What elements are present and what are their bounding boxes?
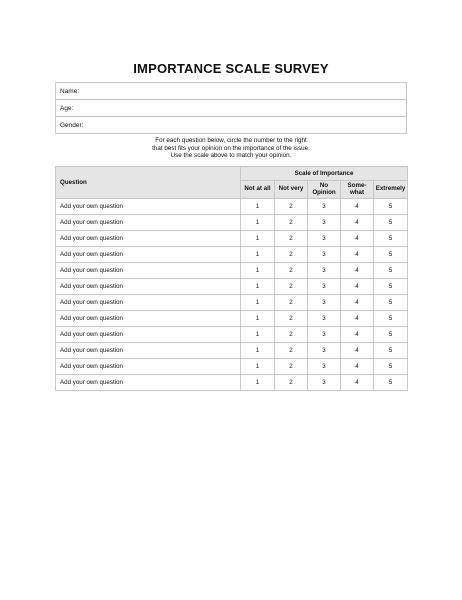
question-text: Add your own question: [56, 263, 241, 279]
question-text: Add your own question: [56, 311, 241, 327]
scale-category-header: [241, 181, 275, 199]
info-row: [56, 117, 407, 134]
scale-option[interactable]: 5: [374, 231, 408, 247]
question-text: Add your own question: [56, 215, 241, 231]
question-row: [56, 343, 408, 359]
scale-option[interactable]: 4: [341, 215, 374, 231]
scale-option[interactable]: 2: [275, 199, 308, 215]
scale-option[interactable]: 1: [241, 231, 275, 247]
info-row: [56, 83, 407, 100]
scale-option[interactable]: 1: [241, 375, 275, 391]
scale-category-header: [275, 181, 308, 199]
question-text: Add your own question: [56, 231, 241, 247]
respondent-info-table: [55, 82, 407, 134]
scale-option[interactable]: 1: [241, 279, 275, 295]
scale-option[interactable]: 1: [241, 295, 275, 311]
scale-option[interactable]: 4: [341, 263, 374, 279]
scale-option[interactable]: 2: [275, 311, 308, 327]
scale-category-label: what: [349, 188, 365, 196]
scale-option[interactable]: 2: [275, 279, 308, 295]
scale-option[interactable]: 5: [374, 247, 408, 263]
page-title: IMPORTANCE SCALE SURVEY: [133, 61, 329, 76]
scale-option[interactable]: 5: [374, 311, 408, 327]
scale-category-label: Not at all: [244, 185, 271, 193]
scale-option[interactable]: 1: [241, 311, 275, 327]
info-field-label: Gender:: [56, 117, 407, 134]
question-row: [56, 359, 408, 375]
scale-category-header: [308, 181, 341, 199]
scale-option[interactable]: 3: [308, 215, 341, 231]
question-text: Add your own question: [56, 359, 241, 375]
scale-category-label: Opinion: [312, 188, 336, 196]
question-text: Add your own question: [56, 247, 241, 263]
instructions: [55, 137, 407, 160]
scale-category-label: Some-: [347, 181, 367, 189]
scale-option[interactable]: 2: [275, 327, 308, 343]
scale-option[interactable]: 2: [275, 375, 308, 391]
question-text: Add your own question: [56, 343, 241, 359]
scale-option[interactable]: 2: [275, 231, 308, 247]
question-row: [56, 311, 408, 327]
scale-option[interactable]: 4: [341, 375, 374, 391]
scale-option[interactable]: 4: [341, 295, 374, 311]
scale-option[interactable]: 3: [308, 295, 341, 311]
scale-option[interactable]: 5: [374, 327, 408, 343]
scale-option[interactable]: 3: [308, 199, 341, 215]
scale-category-label: Extremely: [375, 185, 406, 193]
scale-header: Scale of Importance: [241, 167, 408, 181]
question-row: [56, 263, 408, 279]
scale-option[interactable]: 1: [241, 343, 275, 359]
scale-option[interactable]: 1: [241, 215, 275, 231]
scale-option[interactable]: 2: [275, 343, 308, 359]
scale-option[interactable]: 1: [241, 247, 275, 263]
scale-option[interactable]: 4: [341, 199, 374, 215]
scale-option[interactable]: 2: [275, 215, 308, 231]
scale-option[interactable]: 3: [308, 375, 341, 391]
scale-option[interactable]: 4: [341, 343, 374, 359]
scale-option[interactable]: 5: [374, 343, 408, 359]
question-text: Add your own question: [56, 199, 241, 215]
scale-option[interactable]: 3: [308, 311, 341, 327]
scale-option[interactable]: 1: [241, 263, 275, 279]
question-text: Add your own question: [56, 279, 241, 295]
scale-option[interactable]: 4: [341, 359, 374, 375]
scale-option[interactable]: 2: [275, 295, 308, 311]
scale-category-header: [374, 181, 408, 199]
scale-option[interactable]: 5: [374, 279, 408, 295]
scale-option[interactable]: 5: [374, 199, 408, 215]
scale-option[interactable]: 1: [241, 199, 275, 215]
question-row: [56, 279, 408, 295]
scale-option[interactable]: 2: [275, 263, 308, 279]
info-field-label: Name:: [56, 83, 407, 100]
scale-category-label: No: [319, 181, 329, 189]
survey-table: [55, 166, 408, 391]
question-row: [56, 295, 408, 311]
info-field-label: Age:: [56, 100, 407, 117]
question-row: [56, 375, 408, 391]
scale-option[interactable]: 3: [308, 359, 341, 375]
question-row: [56, 215, 408, 231]
scale-option[interactable]: 5: [374, 359, 408, 375]
question-text: Add your own question: [56, 327, 241, 343]
question-text: Add your own question: [56, 295, 241, 311]
scale-option[interactable]: 4: [341, 279, 374, 295]
question-row: [56, 231, 408, 247]
scale-category-label: Not very: [278, 185, 304, 193]
scale-option[interactable]: 3: [308, 231, 341, 247]
scale-option[interactable]: 2: [275, 247, 308, 263]
scale-option[interactable]: 4: [341, 231, 374, 247]
scale-option[interactable]: 5: [374, 295, 408, 311]
scale-option[interactable]: 3: [308, 247, 341, 263]
scale-option[interactable]: 4: [341, 327, 374, 343]
question-row: [56, 327, 408, 343]
scale-option[interactable]: 1: [241, 327, 275, 343]
scale-option[interactable]: 3: [308, 343, 341, 359]
scale-option[interactable]: 5: [374, 263, 408, 279]
scale-option[interactable]: 3: [308, 327, 341, 343]
instruction-line: Use the scale above to match your opinion.: [170, 152, 292, 160]
instruction-line: that best fits your opinion on the importance of the issue.: [152, 144, 310, 152]
question-text: Add your own question: [56, 375, 241, 391]
scale-option[interactable]: 4: [341, 247, 374, 263]
question-row: [56, 247, 408, 263]
info-row: [56, 100, 407, 117]
instruction-line: For each question below, circle the number to the right: [155, 137, 307, 144]
scale-option[interactable]: 2: [275, 359, 308, 375]
scale-option[interactable]: 3: [308, 263, 341, 279]
scale-option[interactable]: 4: [341, 311, 374, 327]
question-header: Question: [56, 167, 241, 199]
scale-option[interactable]: 3: [308, 279, 341, 295]
scale-option[interactable]: 5: [374, 215, 408, 231]
scale-option[interactable]: 1: [241, 359, 275, 375]
scale-category-header: [341, 181, 374, 199]
scale-option[interactable]: 5: [374, 375, 408, 391]
question-row: [56, 199, 408, 215]
